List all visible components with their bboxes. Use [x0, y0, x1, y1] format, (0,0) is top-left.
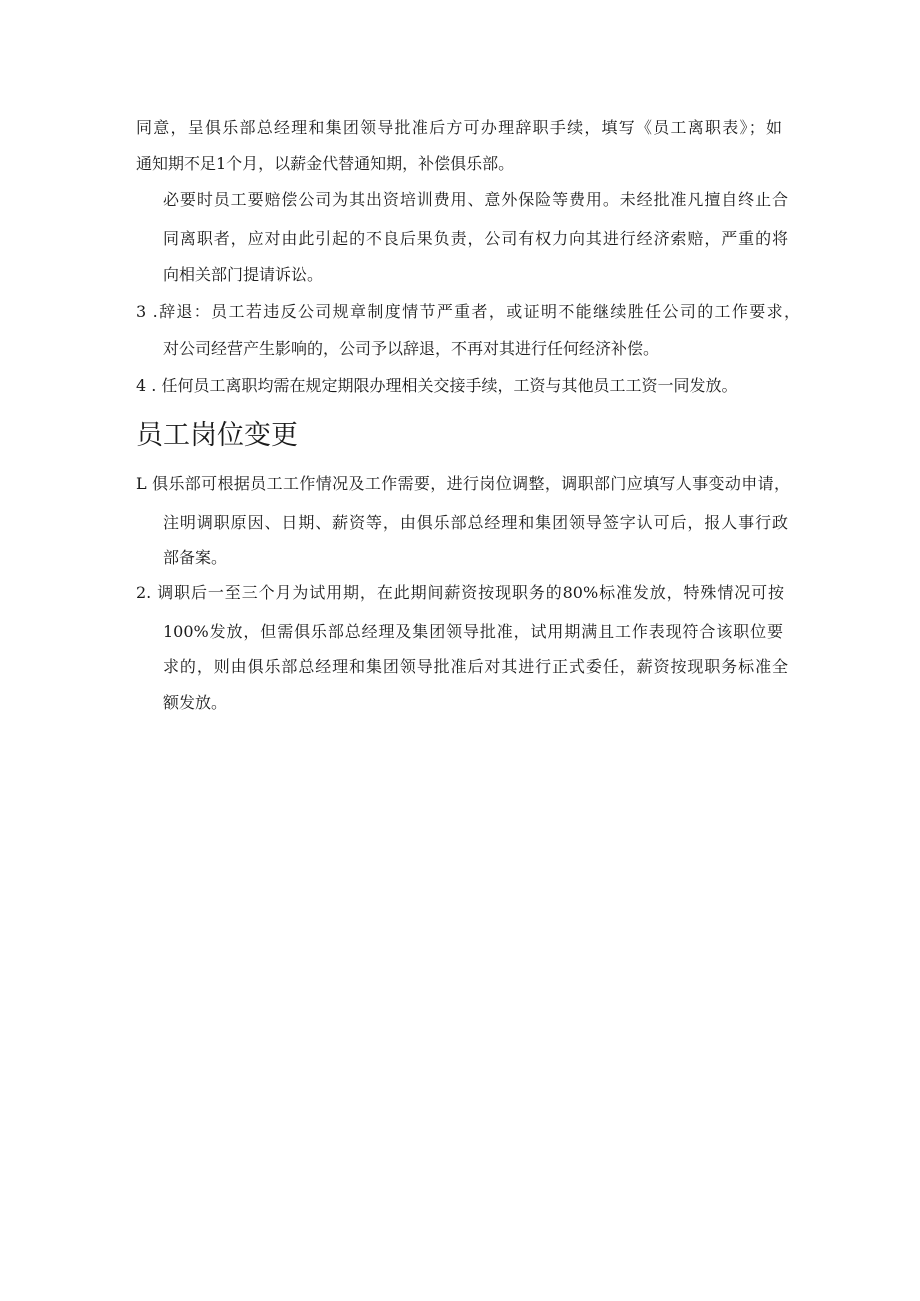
list-item-3-continuation: 对公司经营产生影响的，公司予以辞退，不再对其进行任何经济补偿。 — [163, 339, 660, 358]
change-item-1: L 俱乐部可根据员工工作情况及工作需要，进行岗位调整，调职部门应填写人事变动申请， — [136, 474, 790, 493]
change-item-2-continuation: 100%发放，但需俱乐部总经理及集团领导批准，试用期满且工作表现符合该职位要 — [163, 622, 783, 641]
change-item-2-continuation: 求的，则由俱乐部总经理和集团领导批准后对其进行正式委任，薪资按现职务标准全 — [163, 657, 788, 676]
change-item-1-continuation: 注明调职原因、日期、薪资等，由俱乐部总经理和集团领导签字认可后，报人事行政 — [163, 513, 788, 532]
change-item-2: 2. 调职后一至三个月为试用期，在此期间薪资按现职务的80%标准发放，特殊情况可按 — [136, 583, 784, 602]
paragraph-line: 必要时员工要赔偿公司为其出资培训费用、意外保险等费用。未经批准凡擅自终止合 — [163, 190, 788, 209]
change-item-2-continuation: 额发放。 — [163, 693, 228, 712]
list-item-4: 4 . 任何员工离职均需在规定期限办理相关交接手续，工资与其他员工工资一同发放。 — [136, 376, 738, 395]
paragraph-line: 通知期不足1个月，以薪金代替通知期，补偿俱乐部。 — [136, 154, 515, 173]
paragraph-line: 同离职者，应对由此引起的不良后果负责，公司有权力向其进行经济索赔，严重的将 — [163, 229, 788, 248]
paragraph-line: 同意，呈俱乐部总经理和集团领导批准后方可办理辞职手续，填写《员工离职表》；如 — [136, 118, 782, 137]
section-heading: 员工岗位变更 — [136, 420, 298, 451]
list-item-3: 3 .辞退：员工若违反公司规章制度情节严重者，或证明不能继续胜任公司的工作要求， — [136, 302, 800, 321]
change-item-1-continuation: 部备案。 — [163, 548, 228, 567]
paragraph-line: 向相关部门提请诉讼。 — [163, 265, 324, 284]
